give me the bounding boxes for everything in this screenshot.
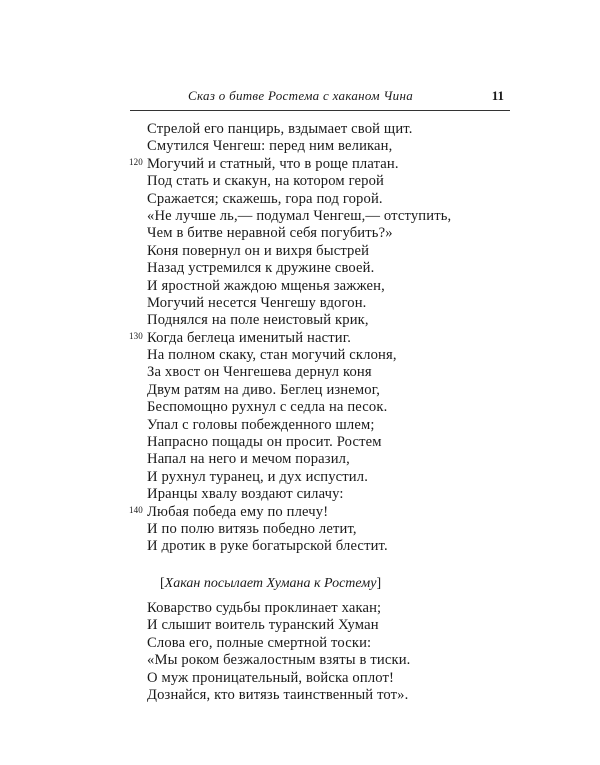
verse-line xyxy=(147,521,451,538)
verse-line xyxy=(147,243,451,260)
line-number: 140 xyxy=(129,504,143,515)
verse-text: Коварство судьбы проклинает хакан; xyxy=(147,600,382,616)
verse-text: За хвост он Ченгешева дернул коня xyxy=(147,364,372,381)
verse-line xyxy=(129,155,451,173)
verse-line xyxy=(147,382,451,399)
verse-line xyxy=(147,687,410,704)
verse-text: Беспомощно рухнул с седла на песок. xyxy=(147,399,388,416)
verse-line xyxy=(147,469,451,486)
verse-line xyxy=(147,312,451,329)
verse-text: На полном скаку, стан могучий склоня, xyxy=(147,347,397,364)
verse-line xyxy=(147,121,451,138)
verse-line xyxy=(147,451,451,468)
verse-text: Коня повернул он и вихря быстрей xyxy=(147,242,370,259)
verse-text: Могучий и статный, что в роще платан. xyxy=(147,155,399,172)
verse-line xyxy=(129,329,451,347)
verse-text: И слышит воитель туранский Хуман xyxy=(147,617,379,634)
verse-line xyxy=(147,208,451,225)
verse-text: И по полю витязь победно летит, xyxy=(147,520,357,537)
subheading-text: Хакан посылает Хумана к Ростему xyxy=(164,576,377,591)
verse-text: Упал с головы побежденного шлем; xyxy=(147,416,375,433)
verse-line xyxy=(147,652,410,669)
verse-line xyxy=(147,173,451,190)
stanza-1 xyxy=(129,121,452,556)
verse-text: Поднялся на поле неистовый крик, xyxy=(147,312,369,329)
verse-text: Могучий несется Ченгешу вдогон. xyxy=(147,294,367,311)
verse-text: Напрасно пощады он просит. Ростем xyxy=(147,434,382,451)
running-header xyxy=(130,88,508,106)
verse-line xyxy=(129,503,451,521)
verse-line xyxy=(147,225,451,242)
verse-line xyxy=(147,260,451,277)
verse-text: И рухнул туранец, и дух испустил. xyxy=(147,468,368,485)
line-number: 130 xyxy=(129,330,143,341)
verse-line xyxy=(147,434,451,451)
verse-line xyxy=(147,635,410,652)
page-number: 11 xyxy=(491,88,504,103)
verse-line xyxy=(147,417,451,434)
verse-text: И дротик в руке богатырской блестит. xyxy=(147,538,388,555)
verse-text: Чем в битве неравной себя погубить?» xyxy=(147,225,393,242)
verse-text: Смутился Ченгеш: перед ним великан, xyxy=(147,138,393,155)
verse-line xyxy=(147,347,451,364)
verse-line xyxy=(147,670,410,687)
running-title: Сказ о битве Ростема с хаканом Чина xyxy=(188,88,413,103)
verse-line xyxy=(147,364,451,381)
verse-text: Иранцы хвалу воздают силачу: xyxy=(147,486,344,503)
verse-line xyxy=(147,278,451,295)
verse-text: Слова его, полные смертной тоски: xyxy=(147,634,372,651)
verse-line xyxy=(147,538,451,555)
verse-text: Назад устремился к дружине своей. xyxy=(147,260,375,277)
verse-text: Под стать и скакун, на котором герой xyxy=(147,173,385,190)
verse-text: Двум ратям на диво. Беглец изнемог, xyxy=(147,381,381,398)
verse-line xyxy=(147,600,410,617)
verse-line xyxy=(147,191,451,208)
verse-text: Сражается; скажешь, гора под горой. xyxy=(147,190,383,207)
verse-text: О муж проницательный, войска оплот! xyxy=(147,669,395,686)
verse-text: Любая победа ему по плечу! xyxy=(147,503,329,520)
verse-text: И яростной жаждою мщенья зажжен, xyxy=(147,277,385,294)
stanza-2 xyxy=(147,600,410,704)
line-number: 120 xyxy=(129,156,143,167)
bracket-open: [ xyxy=(160,576,165,591)
header-rule xyxy=(130,110,510,111)
verse-line xyxy=(147,399,451,416)
verse-text: «Не лучше ль,— подумал Ченгеш,— отступить, xyxy=(147,207,452,224)
bracket-close: ] xyxy=(376,576,382,591)
verse-line xyxy=(147,295,451,312)
verse-text: Дознайся, кто витязь таинственный тот». xyxy=(147,686,409,703)
verse-text: Когда беглеца именитый настиг. xyxy=(147,329,351,346)
verse-text: Напал на него и мечом поразил, xyxy=(147,451,350,468)
verse-line xyxy=(147,138,451,155)
section-subheading xyxy=(160,575,381,592)
verse-line xyxy=(147,486,451,503)
verse-text: Стрелой его панцирь, вздымает свой щит. xyxy=(147,121,413,137)
verse-line xyxy=(147,617,410,634)
verse-text: «Мы роком безжалостным взяты в тиски. xyxy=(147,652,411,669)
